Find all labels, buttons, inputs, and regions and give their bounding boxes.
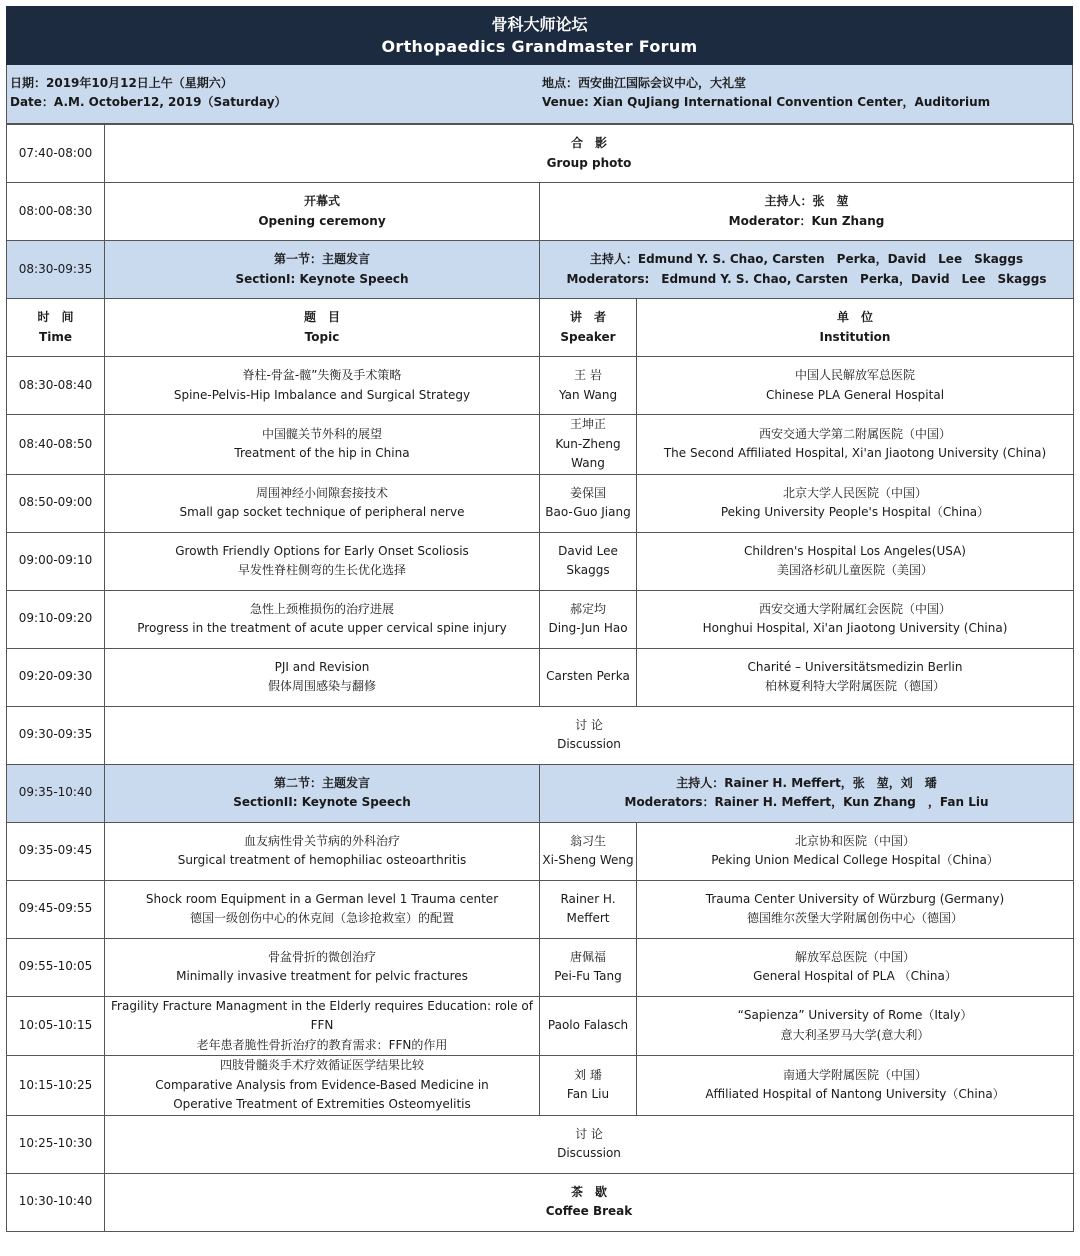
moderator-en: Moderators：Rainer H. Meffert，Kun Zhang ，Fan Liu xyxy=(624,795,989,809)
event-en: Coffee Break xyxy=(545,1204,633,1218)
section-title-cn: 第二节：主题发言 xyxy=(273,775,370,790)
forum-title xyxy=(6,6,1073,65)
moderator-cell xyxy=(540,241,1074,299)
row-event xyxy=(105,706,1074,764)
speaker-line: 唐佩福 xyxy=(569,949,606,964)
row-discussion-1 xyxy=(7,706,1074,764)
row-time: 09:35-10:40 xyxy=(7,764,105,822)
event-en: Discussion xyxy=(557,737,621,751)
row-time: 08:30-09:35 xyxy=(7,241,105,299)
speaker-line: Ding-Jun Hao xyxy=(548,621,628,635)
talk-time: 09:55-10:05 xyxy=(7,938,105,996)
talk-institution xyxy=(637,474,1074,532)
talk-row xyxy=(7,996,1074,1056)
venue-en: Venue: Xian QuJiang International Convention Center，Auditorium xyxy=(542,95,991,109)
inst-line: 南通大学附属医院（中国） xyxy=(783,1067,928,1082)
inst-line: Children's Hospital Los Angeles(USA) xyxy=(744,543,966,558)
topic-line: Progress in the treatment of acute upper cervical spine injury xyxy=(137,621,507,635)
event-cn: 茶 歇 xyxy=(571,1184,608,1199)
topic-line: 老年患者脆性骨折治疗的教育需求：FFN的作用 xyxy=(196,1037,448,1052)
talk-row xyxy=(7,938,1074,996)
date-block xyxy=(7,65,540,123)
speaker-line: Meffert xyxy=(566,911,610,925)
talk-row xyxy=(7,822,1074,880)
topic-line: 德国一级创伤中心的休克间（急诊抢救室）的配置 xyxy=(189,911,454,925)
event-en: Group photo xyxy=(546,155,632,170)
inst-line: 北京协和医院（中国） xyxy=(795,833,916,848)
col-header-institution xyxy=(637,299,1074,357)
talk-time: 09:10-09:20 xyxy=(7,590,105,648)
speaker-line: Pei-Fu Tang xyxy=(554,969,622,983)
talk-topic xyxy=(105,415,540,475)
moderator-cn: 主持人：Edmund Y. S. Chao, Carsten Perka，David Lee Skaggs xyxy=(589,252,1024,266)
inst-line: “Sapienza” University of Rome（Italy） xyxy=(737,1008,973,1023)
talk-topic xyxy=(105,474,540,532)
section-2-header xyxy=(7,764,1074,822)
moderator-en: Moderator：Kun Zhang xyxy=(728,213,885,228)
speaker-line: 姜保国 xyxy=(569,485,606,500)
title-en: Orthopaedics Grandmaster Forum xyxy=(381,36,698,56)
date-en: Date：A.M. October12, 2019（Saturday） xyxy=(10,95,287,109)
topic-line: PJI and Revision xyxy=(274,659,370,674)
speaker-line: Xi-Sheng Weng xyxy=(542,853,634,867)
topic-line: 骨盆骨折的微创治疗 xyxy=(267,949,376,964)
inst-line: 中国人民解放军总医院 xyxy=(795,368,916,382)
inst-line: The Second Affiliated Hospital, Xi'an Jiaotong University (China) xyxy=(663,446,1047,461)
topic-line: 假体周围感染与翻修 xyxy=(267,679,376,693)
talk-row xyxy=(7,880,1074,938)
talk-row xyxy=(7,474,1074,532)
talk-institution xyxy=(637,590,1074,648)
speaker-line: Bao-Guo Jiang xyxy=(545,505,631,519)
col-time-en: Time xyxy=(39,329,72,344)
schedule-table xyxy=(6,124,1074,1232)
speaker-line: David Lee xyxy=(558,543,618,558)
inst-line: 意大利圣罗马大学(意大利） xyxy=(780,1027,930,1042)
speaker-line: 刘 璠 xyxy=(574,1067,602,1082)
col-speaker-en: Speaker xyxy=(560,329,616,344)
inst-line: Peking Union Medical College Hospital（China） xyxy=(711,853,999,867)
topic-line: 周围神经小间隙套接技术 xyxy=(255,485,388,500)
talk-speaker xyxy=(540,415,637,475)
talk-row xyxy=(7,357,1074,415)
talk-institution xyxy=(637,357,1074,415)
talk-time: 09:45-09:55 xyxy=(7,880,105,938)
row-event xyxy=(105,183,540,241)
row-time: 09:30-09:35 xyxy=(7,706,105,764)
row-event xyxy=(105,1173,1074,1231)
talk-time: 08:50-09:00 xyxy=(7,474,105,532)
talk-time: 09:35-09:45 xyxy=(7,822,105,880)
moderator-cn: 主持人：Rainer H. Meffert，张 堃，刘 璠 xyxy=(676,775,937,790)
topic-line: Treatment of the hip in China xyxy=(234,446,410,461)
talk-speaker xyxy=(540,996,637,1056)
inst-line: Honghui Hospital, Xi'an Jiaotong University (China) xyxy=(702,621,1008,635)
section-title xyxy=(105,241,540,299)
talk-time: 09:20-09:30 xyxy=(7,648,105,706)
row-time: 10:25-10:30 xyxy=(7,1115,105,1173)
topic-line: Fragility Fracture Managment in the Elderly requires Education: role of FFN xyxy=(111,998,533,1032)
col-topic-en: Topic xyxy=(304,329,340,344)
inst-line: 解放军总医院（中国） xyxy=(795,949,916,964)
topic-line: 中国髋关节外科的展望 xyxy=(261,426,382,441)
row-event xyxy=(105,125,1074,183)
talk-topic xyxy=(105,357,540,415)
inst-line: 柏林夏利特大学附属医院（德国） xyxy=(765,679,946,693)
topic-line: Shock room Equipment in a German level 1 Trauma center xyxy=(145,891,499,906)
col-topic-cn: 题 目 xyxy=(303,310,340,324)
talk-institution xyxy=(637,996,1074,1056)
inst-line: 德国维尔茨堡大学附属创伤中心（德国） xyxy=(747,911,964,925)
date-cn: 日期：2019年10月12日上午（星期六） xyxy=(10,76,233,90)
talk-topic xyxy=(105,938,540,996)
row-time: 07:40-08:00 xyxy=(7,125,105,183)
event-en: Opening ceremony xyxy=(258,213,386,228)
talk-institution xyxy=(637,1056,1074,1116)
row-discussion-2 xyxy=(7,1115,1074,1173)
talk-speaker xyxy=(540,590,637,648)
moderator-cn: 主持人：张 堃 xyxy=(764,194,849,208)
speaker-line: Paolo Falasch xyxy=(547,1018,629,1032)
talk-topic xyxy=(105,532,540,590)
topic-line: 脊柱-骨盆-髋”失衡及手术策略 xyxy=(242,368,402,382)
talk-time: 08:40-08:50 xyxy=(7,415,105,475)
talk-row xyxy=(7,590,1074,648)
talk-speaker xyxy=(540,357,637,415)
event-en: Discussion xyxy=(557,1146,621,1160)
topic-line: Comparative Analysis from Evidence-Based Medicine in xyxy=(155,1077,489,1092)
talk-institution xyxy=(637,938,1074,996)
inst-line: Charité – Universitätsmedizin Berlin xyxy=(747,659,963,674)
speaker-line: 王坤正 xyxy=(569,417,606,431)
section-title-en: SectionI: Keynote Speech xyxy=(235,271,409,286)
row-group-photo xyxy=(7,125,1074,183)
talk-speaker xyxy=(540,474,637,532)
col-speaker-cn: 讲 者 xyxy=(569,310,606,324)
col-header-time xyxy=(7,299,105,357)
topic-line: Spine-Pelvis-Hip Imbalance and Surgical Strategy xyxy=(173,387,471,402)
talk-time: 10:05-10:15 xyxy=(7,996,105,1056)
event-cn: 开幕式 xyxy=(303,194,340,208)
talk-speaker xyxy=(540,880,637,938)
speaker-line: 郝定均 xyxy=(569,601,606,616)
forum-schedule xyxy=(6,6,1073,1232)
talk-speaker xyxy=(540,938,637,996)
row-time: 08:00-08:30 xyxy=(7,183,105,241)
talk-institution xyxy=(637,880,1074,938)
talk-row xyxy=(7,532,1074,590)
talk-topic xyxy=(105,648,540,706)
talk-time: 10:15-10:25 xyxy=(7,1056,105,1116)
column-header-row xyxy=(7,299,1074,357)
topic-line: 急性上颈椎损伤的治疗进展 xyxy=(249,601,394,616)
section-title-cn: 第一节：主题发言 xyxy=(273,252,370,266)
inst-line: General Hospital of PLA （China） xyxy=(753,969,957,983)
event-cn: 讨 论 xyxy=(575,717,603,732)
moderator-en: Moderators: Edmund Y. S. Chao, Carsten Perka，David Lee Skaggs xyxy=(566,271,1047,286)
talk-institution xyxy=(637,532,1074,590)
inst-line: Chinese PLA General Hospital xyxy=(765,387,945,402)
talk-speaker xyxy=(540,1056,637,1116)
speaker-line: Fan Liu xyxy=(566,1087,610,1102)
section-title xyxy=(105,764,540,822)
date-venue-bar xyxy=(6,65,1073,124)
talk-speaker xyxy=(540,648,637,706)
topic-line: Growth Friendly Options for Early Onset Scoliosis xyxy=(175,543,469,558)
talk-topic xyxy=(105,822,540,880)
row-time: 10:30-10:40 xyxy=(7,1173,105,1231)
talk-time: 08:30-08:40 xyxy=(7,357,105,415)
section-title-en: SectionII: Keynote Speech xyxy=(233,795,411,809)
talk-row xyxy=(7,415,1074,475)
topic-line: Small gap socket technique of peripheral nerve xyxy=(179,505,465,519)
speaker-line: Yan Wang xyxy=(558,387,618,402)
venue-cn: 地点：西安曲江国际会议中心，大礼堂 xyxy=(542,76,747,90)
col-inst-cn: 单 位 xyxy=(837,310,874,324)
col-header-speaker xyxy=(540,299,637,357)
talk-institution xyxy=(637,648,1074,706)
topic-line: 早发性脊柱侧弯的生长优化选择 xyxy=(237,563,406,577)
talk-topic xyxy=(105,880,540,938)
speaker-line: Kun-Zheng Wang xyxy=(555,436,621,470)
row-event xyxy=(105,1115,1074,1173)
col-time-cn: 时 间 xyxy=(37,310,74,324)
talk-topic xyxy=(105,590,540,648)
moderator-cell xyxy=(540,183,1074,241)
talk-speaker xyxy=(540,532,637,590)
inst-line: 西安交通大学第二附属医院（中国） xyxy=(759,426,952,441)
speaker-line: 翁习生 xyxy=(569,833,606,848)
speaker-line: Rainer H. xyxy=(560,891,616,906)
talk-row xyxy=(7,1056,1074,1116)
inst-line: 美国洛杉矶儿童医院（美国） xyxy=(777,563,934,577)
talk-row xyxy=(7,648,1074,706)
event-cn: 讨 论 xyxy=(575,1126,603,1141)
inst-line: 北京大学人民医院（中国） xyxy=(783,485,928,500)
inst-line: Affiliated Hospital of Nantong University（China） xyxy=(705,1087,1005,1102)
topic-line: 血友病性骨关节病的外科治疗 xyxy=(243,833,400,848)
talk-institution xyxy=(637,822,1074,880)
inst-line: Peking University People's Hospital（China） xyxy=(720,505,990,519)
moderator-cell xyxy=(540,764,1074,822)
speaker-line: 王 岩 xyxy=(574,368,602,382)
col-header-topic xyxy=(105,299,540,357)
speaker-line: Carsten Perka xyxy=(546,669,630,684)
row-opening xyxy=(7,183,1074,241)
talk-topic xyxy=(105,996,540,1056)
row-coffee-break xyxy=(7,1173,1074,1231)
topic-line: Minimally invasive treatment for pelvic fractures xyxy=(176,969,468,983)
venue-block xyxy=(540,65,1072,123)
topic-line: 四肢骨髓炎手术疗效循证医学结果比较 xyxy=(219,1058,424,1072)
col-inst-en: Institution xyxy=(819,329,891,344)
topic-line: Operative Treatment of Extremities Osteomyelitis xyxy=(173,1097,471,1111)
event-cn: 合 影 xyxy=(571,136,608,150)
section-1-header xyxy=(7,241,1074,299)
talk-topic xyxy=(105,1056,540,1116)
talk-speaker xyxy=(540,822,637,880)
topic-line: Surgical treatment of hemophiliac osteoarthritis xyxy=(177,853,467,867)
talk-time: 09:00-09:10 xyxy=(7,532,105,590)
inst-line: 西安交通大学附属红会医院（中国） xyxy=(759,601,952,616)
talk-institution xyxy=(637,415,1074,475)
inst-line: Trauma Center University of Würzburg (Germany) xyxy=(705,891,1005,906)
title-cn: 骨科大师论坛 xyxy=(491,14,588,34)
speaker-line: Skaggs xyxy=(566,563,610,577)
